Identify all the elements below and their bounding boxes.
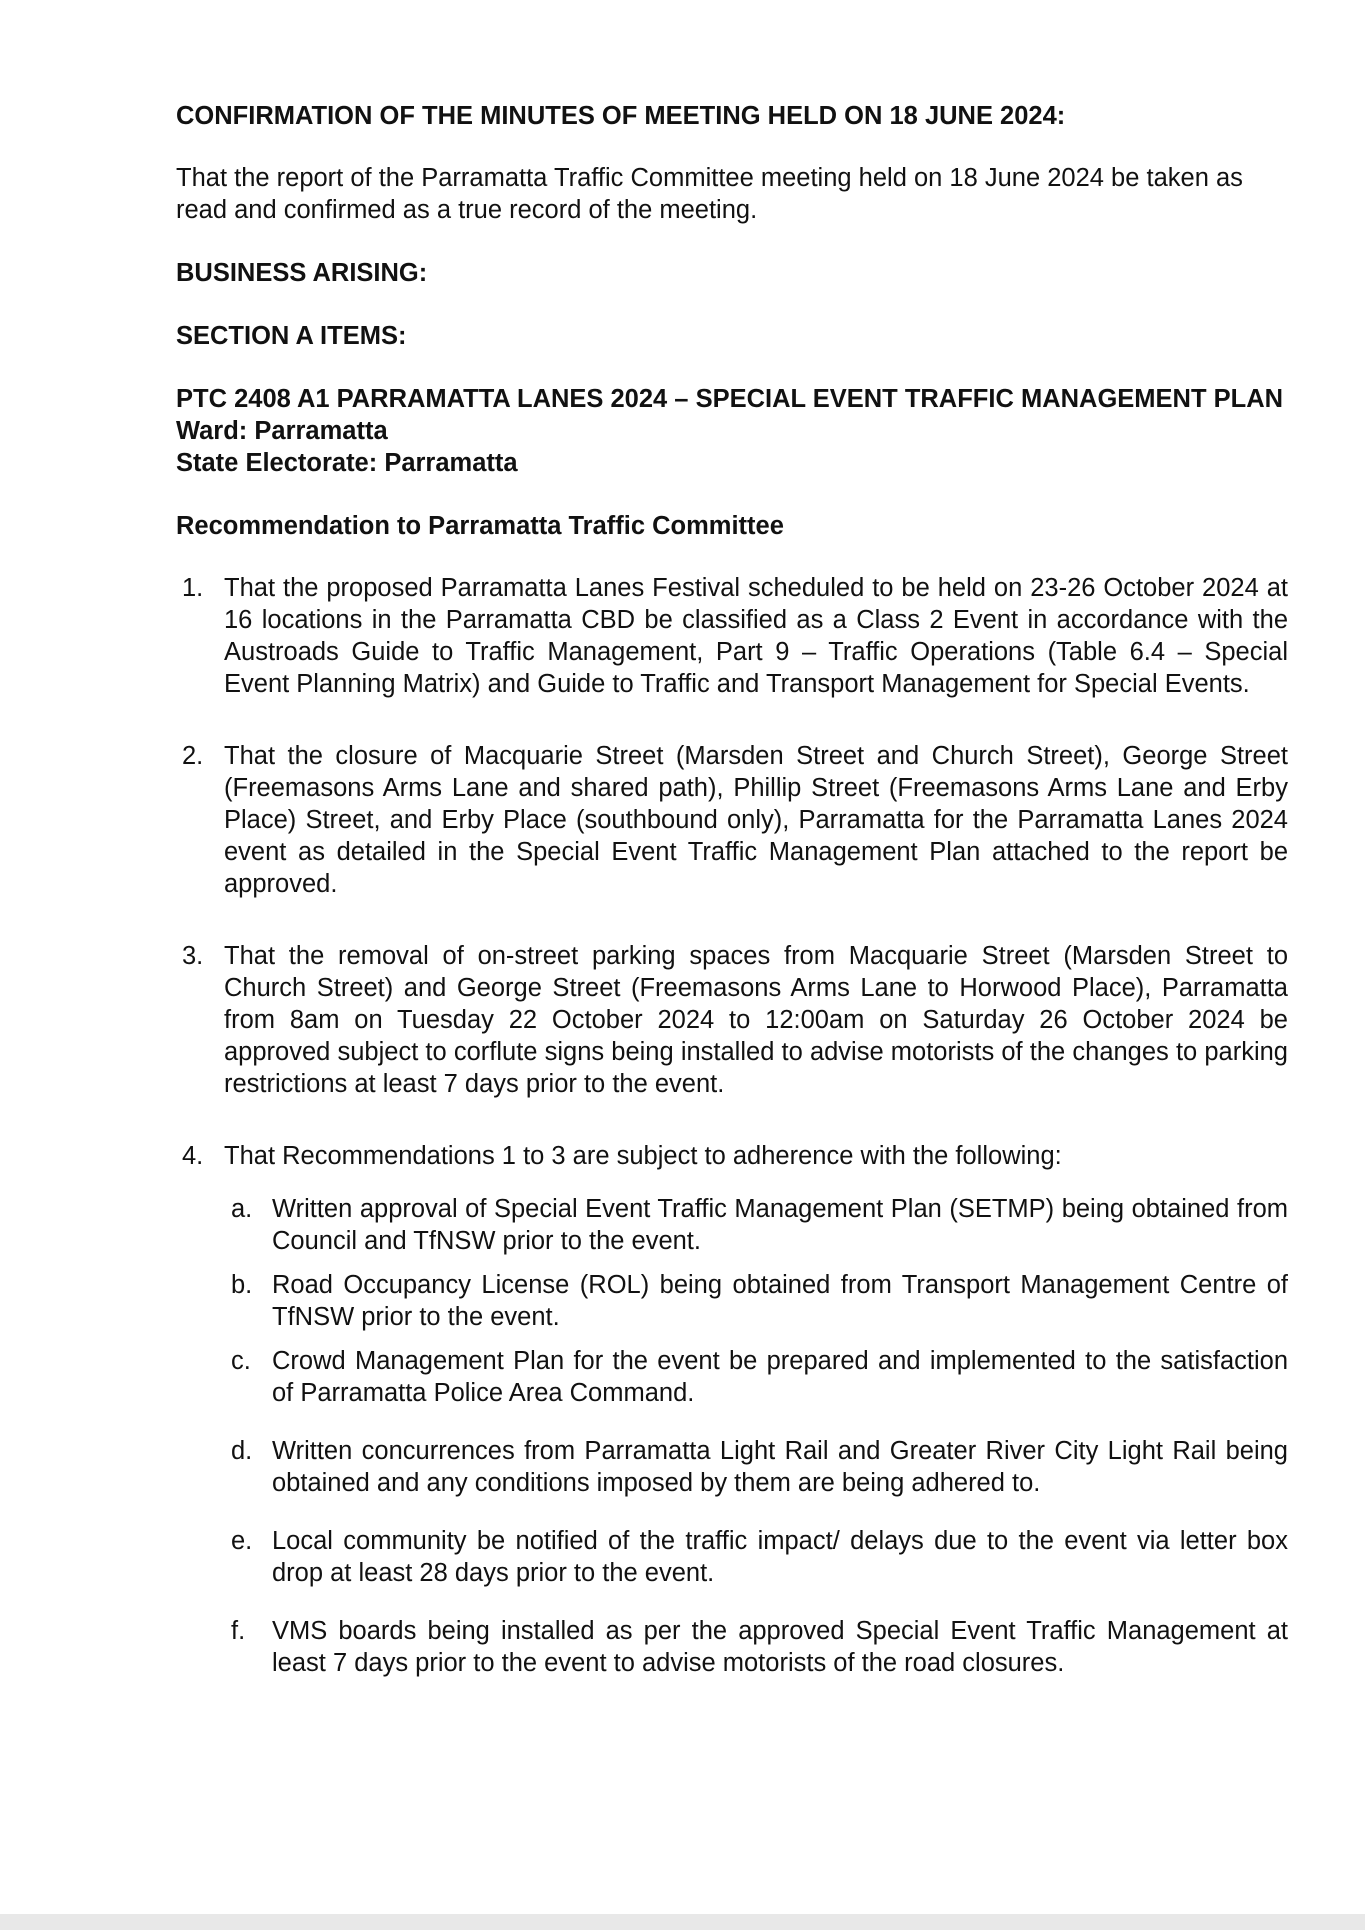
item-ward: Ward: Parramatta [176, 417, 388, 445]
recommendation-list [176, 572, 1288, 1691]
condition-letter: f. [231, 1617, 246, 1645]
item-title: PTC 2408 A1 PARRAMATTA LANES 2024 – SPECIAL EVENT TRAFFIC MANAGEMENT PLAN [176, 385, 1284, 413]
recommendation-item [176, 940, 1288, 1100]
recommendation-number: 2. [182, 742, 204, 770]
condition-letter: d. [231, 1437, 253, 1465]
condition-list [224, 1193, 1288, 1679]
recommendation-item [176, 740, 1288, 900]
condition-item [224, 1345, 1288, 1409]
document-content [176, 100, 1288, 1691]
condition-item [224, 1615, 1288, 1679]
condition-item [224, 1193, 1288, 1257]
condition-text: Crowd Management Plan for the event be prepared and implemented to the satisfaction of Parramatta Police Area Command. [272, 1347, 1288, 1407]
item-header [176, 383, 1288, 479]
recommendation-item [176, 1140, 1288, 1691]
page-bottom-edge [0, 1914, 1365, 1930]
condition-text: VMS boards being installed as per the approved Special Event Traffic Management at least 7 days prior to the event to advise motorists of the road closures. [272, 1617, 1288, 1677]
condition-letter: c. [231, 1347, 251, 1375]
condition-text: Written approval of Special Event Traffic Management Plan (SETMP) being obtained from Council and TfNSW prior to the event. [272, 1195, 1288, 1255]
condition-text: Road Occupancy License (ROL) being obtained from Transport Management Centre of TfNSW prior to the event. [272, 1271, 1288, 1331]
condition-item [224, 1269, 1288, 1333]
recommendation-body [224, 1140, 1288, 1691]
section-a-heading: SECTION A ITEMS: [176, 322, 407, 350]
recommendation-text: That the removal of on-street parking spaces from Macquarie Street (Marsden Street to Church Street) and George Street (Freemasons Arms Lane to Horwood Place), Parramatta from 8am on Tuesday 22 October 2024 to 12:00am on Saturday 26 October 2024 be approved subject to corflute signs being installed to advise motorists of the changes to parking restrictions at least 7 days prior to the event. [224, 942, 1288, 1098]
recommendation-item [176, 572, 1288, 700]
condition-letter: e. [231, 1527, 253, 1555]
recommendation-heading: Recommendation to Parramatta Traffic Committee [176, 512, 784, 540]
recommendation-text: That the closure of Macquarie Street (Marsden Street and Church Street), George Street (Freemasons Arms Lane and shared path), Phillip Street (Freemasons Arms Lane and Erby Place) Street, and Erby Place (southbound only), Parramatta for the Parramatta Lanes 2024 event as detailed in the Special Event Traffic Management Plan attached to the report be approved. [224, 742, 1288, 898]
recommendation-text: That the proposed Parramatta Lanes Festival scheduled to be held on 23-26 October 2024 at 16 locations in the Parramatta CBD be classified as a Class 2 Event in accordance with the Austroads Guide to Traffic Management, Part 9 – Traffic Operations (Table 6.4 – Special Event Planning Matrix) and Guide to Traffic and Transport Management for Special Events. [224, 574, 1288, 698]
confirmation-heading: CONFIRMATION OF THE MINUTES OF MEETING HELD ON 18 JUNE 2024: [176, 102, 1066, 130]
condition-item [224, 1525, 1288, 1589]
condition-letter: b. [231, 1271, 253, 1299]
recommendation-text: That Recommendations 1 to 3 are subject to adherence with the following: [224, 1142, 1062, 1170]
recommendation-number: 1. [182, 574, 204, 602]
confirmation-text: That the report of the Parramatta Traffic Committee meeting held on 18 June 2024 be taken as read and confirmed as a true record of the meeting. [176, 164, 1243, 224]
condition-text: Local community be notified of the traffic impact/ delays due to the event via letter box drop at least 28 days prior to the event. [272, 1527, 1288, 1587]
recommendation-number: 3. [182, 942, 204, 970]
condition-item [224, 1435, 1288, 1499]
condition-text: Written concurrences from Parramatta Light Rail and Greater River City Light Rail being obtained and any conditions imposed by them are being adhered to. [272, 1437, 1288, 1497]
business-arising-heading: BUSINESS ARISING: [176, 259, 428, 287]
condition-letter: a. [231, 1195, 253, 1223]
item-electorate: State Electorate: Parramatta [176, 449, 518, 477]
recommendation-number: 4. [182, 1142, 204, 1170]
